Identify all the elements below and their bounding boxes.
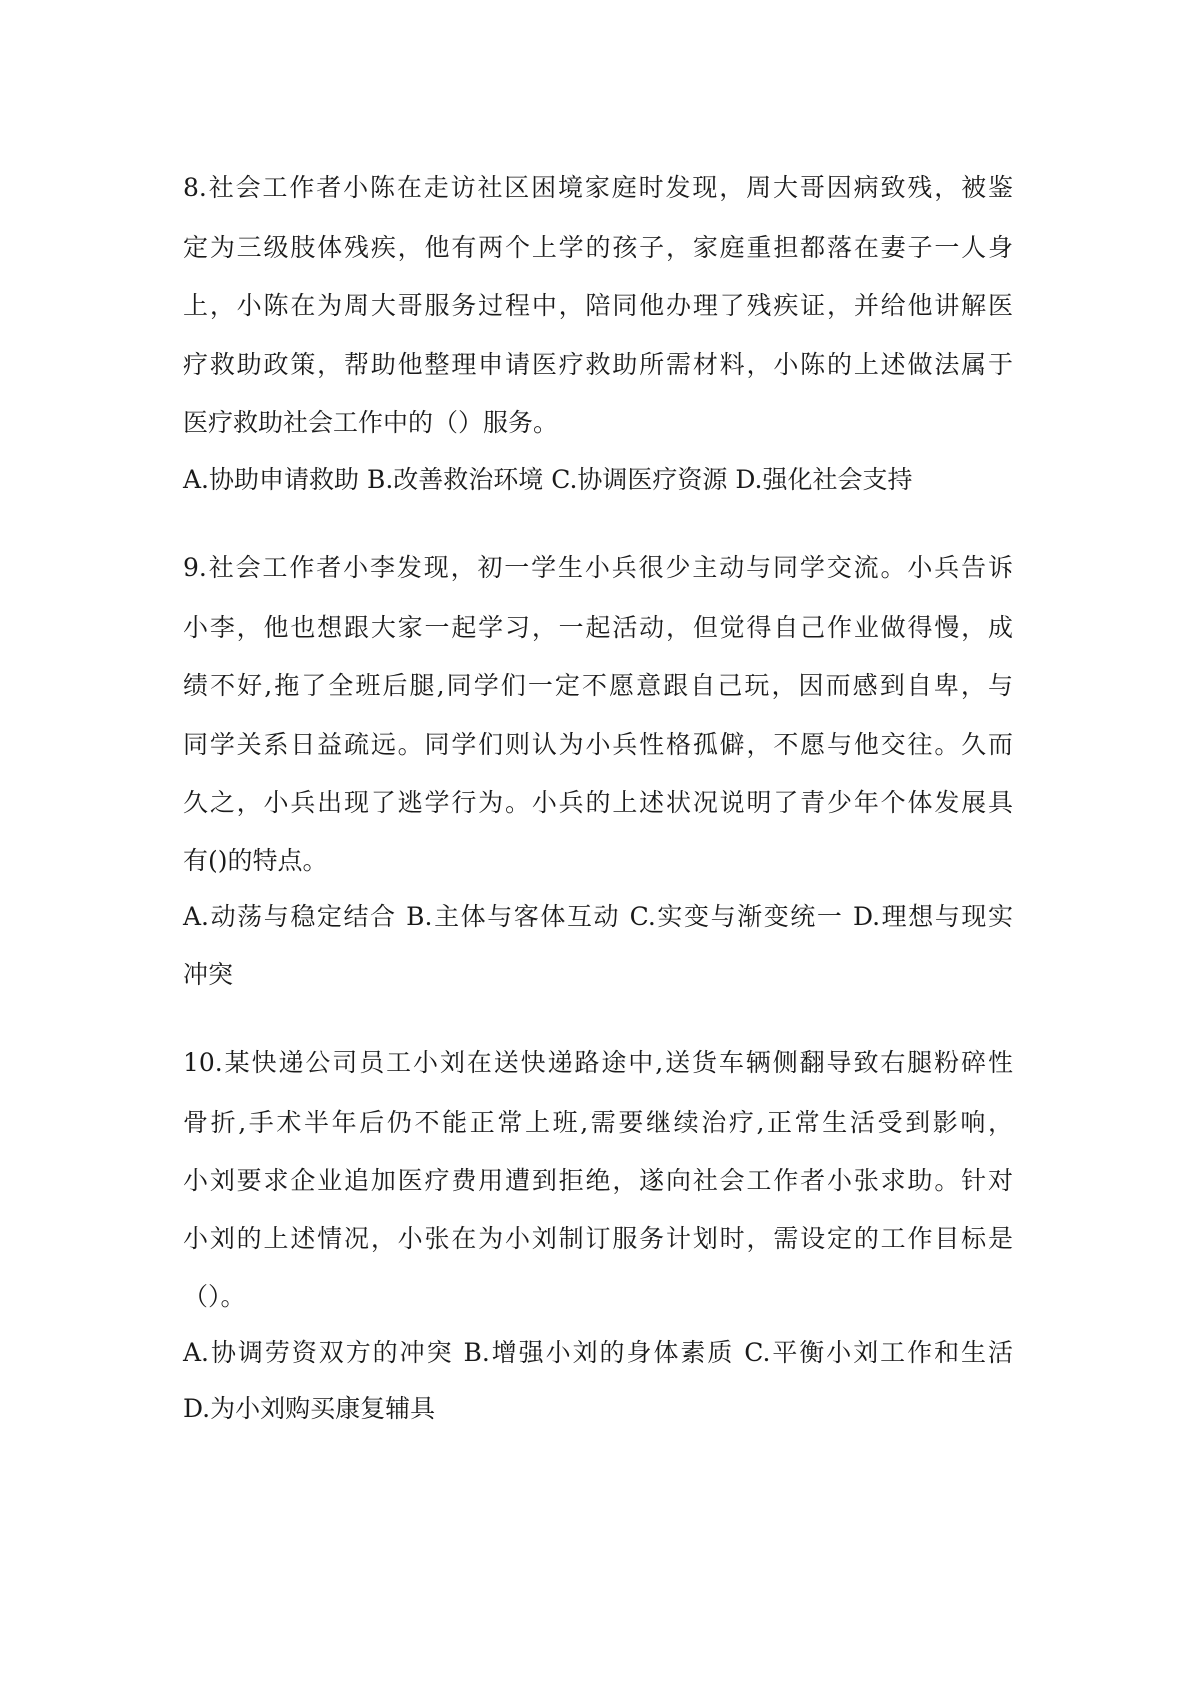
question-10-stem-line: （）。 <box>183 1282 246 1311</box>
question-9-options: A.动荡与稳定结合 B.主体与客体互动 C.实变与渐变统一 D.理想与现实 <box>183 902 1013 931</box>
question-9-options: 冲突 <box>183 960 234 989</box>
question-10-stem-line: 小刘的上述情况，小张在为小刘制订服务计划时，需设定的工作目标是 <box>183 1224 1013 1253</box>
question-9-stem-line: 小李，他也想跟大家一起学习，一起活动，但觉得自己作业做得慢，成 <box>183 613 1013 642</box>
question-8-stem-line: 上，小陈在为周大哥服务过程中，陪同他办理了残疾证，并给他讲解医 <box>183 291 1013 320</box>
question-9-stem-line: 同学关系日益疏远。同学们则认为小兵性格孤僻，不愿与他交往。久而 <box>183 730 1013 759</box>
question-9-stem-line: 9.社会工作者小李发现，初一学生小兵很少主动与同学交流。小兵告诉 <box>183 553 1013 582</box>
question-8-stem-line: 医疗救助社会工作中的（）服务。 <box>183 408 559 437</box>
question-9-stem-line: 久之，小兵出现了逃学行为。小兵的上述状况说明了青少年个体发展具 <box>183 788 1013 817</box>
question-10-options: D.为小刘购买康复辅具 <box>183 1394 436 1423</box>
question-8-stem-line: 定为三级肢体残疾，他有两个上学的孩子，家庭重担都落在妻子一人身 <box>183 233 1013 262</box>
question-9-stem-line: 绩不好,拖了全班后腿,同学们一定不愿意跟自己玩，因而感到自卑，与 <box>183 671 1013 700</box>
question-10-stem-line: 小刘要求企业追加医疗费用遭到拒绝，遂向社会工作者小张求助。针对 <box>183 1166 1013 1195</box>
question-8-options: A.协助申请救助 B.改善救治环境 C.协调医疗资源 D.强化社会支持 <box>183 465 913 494</box>
question-8-stem-line: 8.社会工作者小陈在走访社区困境家庭时发现，周大哥因病致残，被鉴 <box>183 173 1013 202</box>
question-9-stem-line: 有()的特点。 <box>183 846 328 875</box>
question-10-stem-line: 10.某快递公司员工小刘在送快递路途中,送货车辆侧翻导致右腿粉碎性 <box>183 1048 1013 1077</box>
question-10-stem-line: 骨折,手术半年后仍不能正常上班,需要继续治疗,正常生活受到影响， <box>183 1108 1013 1137</box>
question-10-options: A.协调劳资双方的冲突 B.增强小刘的身体素质 C.平衡小刘工作和生活 <box>183 1338 1013 1367</box>
question-8-stem-line: 疗救助政策，帮助他整理申请医疗救助所需材料，小陈的上述做法属于 <box>183 350 1013 379</box>
